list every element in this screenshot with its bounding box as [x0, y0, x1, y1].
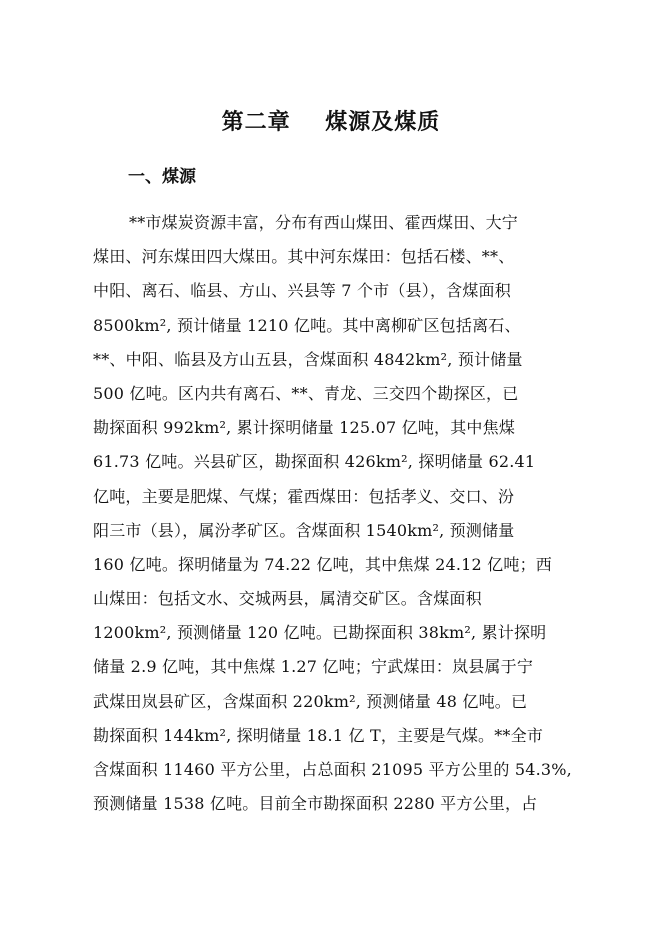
paragraph-line: 61.73 亿吨。兴县矿区，勘探面积 426km², 探明储量 62.41 [93, 452, 536, 472]
paragraph-line: 160 亿吨。探明储量为 74.22 亿吨，其中焦煤 24.12 亿吨；西 [93, 554, 552, 574]
paragraph-line: 煤田、河东煤田四大煤田。其中河东煤田：包括石楼、**、 [93, 247, 515, 267]
body-paragraph [93, 206, 572, 821]
paragraph-line: 中阳、离石、临县、方山、兴县等 7 个市（县），含煤面积 [93, 281, 511, 301]
paragraph-line: 储量 2.9 亿吨，其中焦煤 1.27 亿吨；宁武煤田：岚县属于宁 [93, 657, 534, 677]
paragraph-line: 武煤田岚县矿区，含煤面积 220km², 预测储量 48 亿吨。已 [93, 691, 528, 711]
paragraph-line: 500 亿吨。区内共有离石、**、青龙、三交四个勘探区，已 [93, 383, 519, 403]
paragraph-line: 含煤面积 11460 平方公里，占总面积 21095 平方公里的 54.3%, [93, 760, 572, 779]
paragraph-line: 山煤田：包括文水、交城两县，属清交矿区。含煤面积 [93, 589, 482, 609]
paragraph-line: 勘探面积 144km², 探明储量 18.1 亿 T，主要是气煤。**全市 [93, 725, 544, 745]
paragraph-line: **、中阳、临县及方山五县，含煤面积 4842km², 预计储量 [93, 349, 523, 369]
paragraph-line: **市煤炭资源丰富，分布有西山煤田、霍西煤田、大宁 [129, 213, 519, 232]
paragraph-line: 1200km², 预测储量 120 亿吨。已勘探面积 38km², 累计探明 [93, 623, 547, 643]
section-heading: 一、煤源 [128, 167, 196, 187]
paragraph-line: 亿吨，主要是肥煤、气煤；霍西煤田：包括孝义、交口、汾 [93, 486, 515, 506]
paragraph-line: 阳三市（县），属汾孝矿区。含煤面积 1540km², 预测储量 [93, 520, 515, 540]
paragraph-line: 8500km², 预计储量 1210 亿吨。其中离柳矿区包括离石、 [93, 315, 521, 335]
paragraph-line: 预测储量 1538 亿吨。目前全市勘探面积 2280 平方公里，占 [93, 794, 538, 814]
chapter-title: 第二章 煤源及煤质 [221, 109, 441, 135]
paragraph-line: 勘探面积 992km², 累计探明储量 125.07 亿吨，其中焦煤 [93, 418, 516, 438]
